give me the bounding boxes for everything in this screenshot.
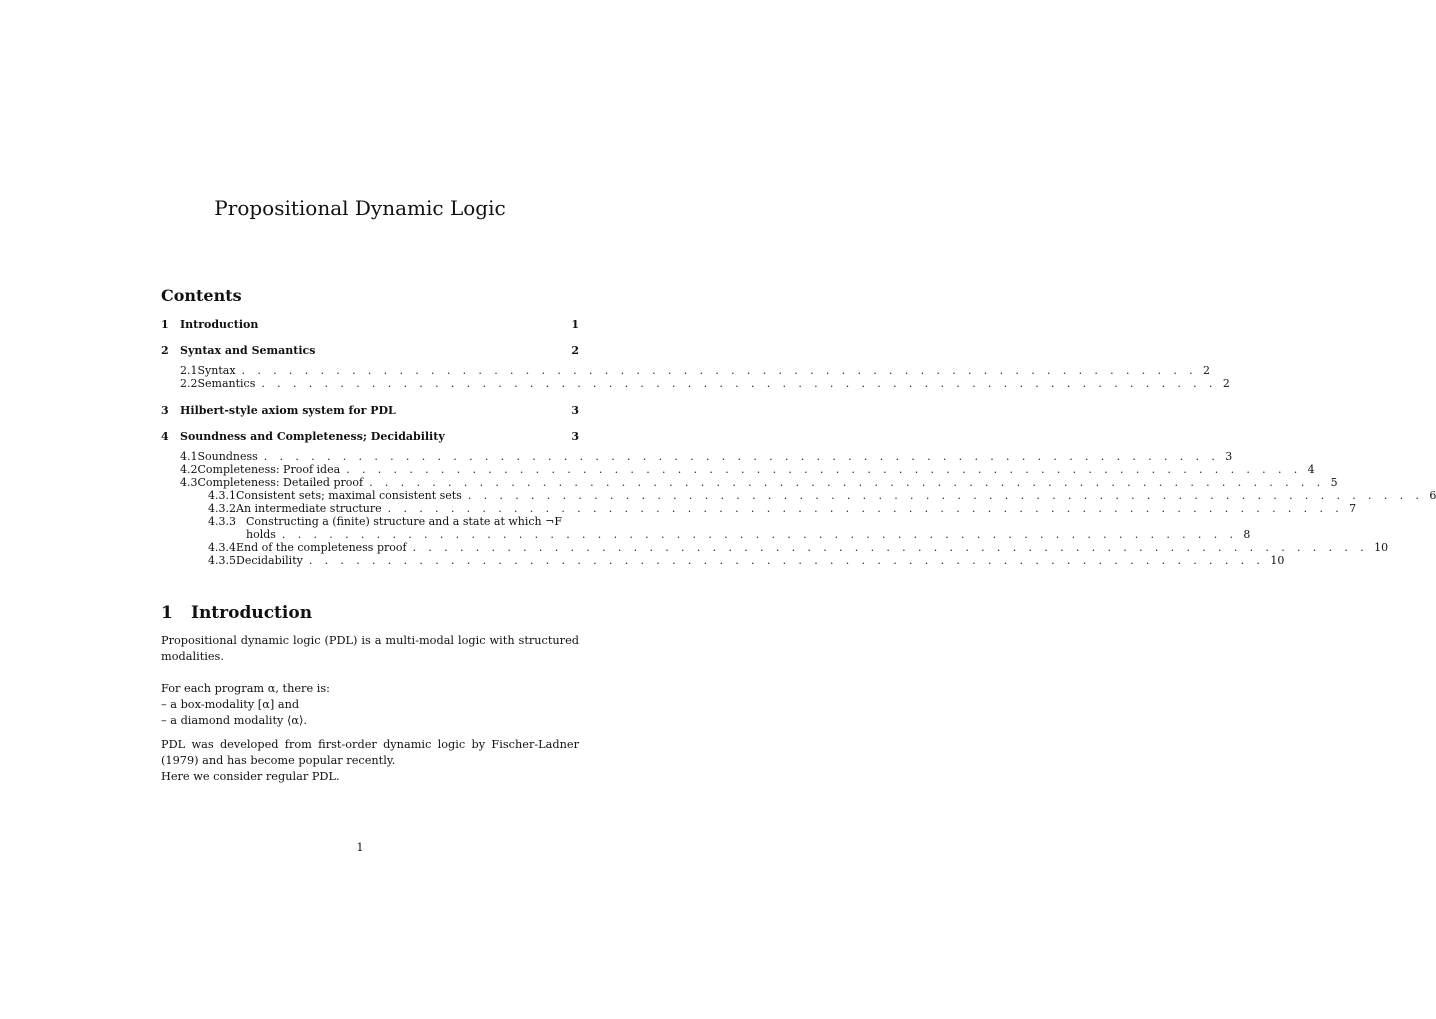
page-number: 1 [356,841,364,854]
toc-leader-dots: . . . . . . . . . . . . . . . . . . . . . . . . . . . . . . . . . . . . . . . . . . . . . . . . . . . . . . . . . . . . . [387,502,1344,515]
toc-page: 6 [1429,489,1436,502]
toc-title: Decidability [236,554,303,567]
toc-entry[interactable] [161,489,1436,502]
toc-number: 1 [161,318,169,331]
toc-leader-dots: . . . . . . . . . . . . . . . . . . . . . . . . . . . . . . . . . . . . . . . . . . . . . . . . . . . . . . . . . . . . . [263,450,1220,463]
toc-leader-dots: . . . . . . . . . . . . . . . . . . . . . . . . . . . . . . . . . . . . . . . . . . . . . . . . . . . . . . . . . . . . . [412,541,1369,554]
paragraph [161,737,579,785]
toc-title: Syntax [197,364,236,377]
paragraph-line: – a box-modality [α] and [161,698,300,711]
toc-entry[interactable] [161,338,579,364]
section-number: 1 [161,603,173,623]
table-of-contents [161,312,1436,567]
toc-entry[interactable] [161,450,1233,463]
toc-number: 2.2 [180,377,198,390]
toc-page: 5 [1330,476,1338,489]
toc-entry[interactable] [161,312,579,338]
toc-entry[interactable] [161,476,1338,489]
section-heading [161,603,312,623]
toc-page: 4 [1307,463,1315,476]
paragraph-line: – a diamond modality ⟨α⟩. [161,714,308,727]
toc-page: 7 [1349,502,1357,515]
toc-number: 4 [161,430,169,443]
toc-page: 10 [1374,541,1389,554]
paragraph: Propositional dynamic logic (PDL) is a multi-modal logic with structured modalities. [161,634,579,663]
toc-entry-continuation[interactable] [161,528,1251,541]
toc-title: End of the completeness proof [236,541,407,554]
toc-page: 1 [571,318,579,331]
toc-number: 4.3.1 [208,489,236,502]
toc-page: 10 [1270,554,1285,567]
toc-entry[interactable] [161,377,1230,390]
toc-page: 3 [571,430,579,443]
toc-title: Syntax and Semantics [180,344,316,357]
toc-title: An intermediate structure [236,502,382,515]
toc-title: holds [246,528,276,541]
toc-title: Soundness and Completeness; Decidability [180,430,445,443]
paragraph-line: For each program α, there is: [161,682,330,695]
toc-number: 4.3.3 [208,515,236,528]
toc-number: 3 [161,404,169,417]
toc-title: Soundness [197,450,258,463]
toc-title: Introduction [180,318,259,331]
toc-leader-dots: . . . . . . . . . . . . . . . . . . . . . . . . . . . . . . . . . . . . . . . . . . . . . . . . . . . . . . . . . . . . . [467,489,1424,502]
paragraph-line: PDL was developed from first-order dynamic logic by Fischer-Ladner (1979) and has become popular recently. [161,738,579,767]
document-title: Propositional Dynamic Logic [214,196,506,220]
toc-entry[interactable] [161,502,1357,515]
paragraph-line: Here we consider regular PDL. [161,770,340,783]
toc-page: 3 [571,404,579,417]
toc-entry[interactable] [161,463,1315,476]
toc-entry[interactable] [161,364,1211,377]
toc-title: Consistent sets; maximal consistent sets [236,489,462,502]
toc-number: 2 [161,344,169,357]
toc-entry[interactable] [161,541,1389,554]
toc-leader-dots: . . . . . . . . . . . . . . . . . . . . . . . . . . . . . . . . . . . . . . . . . . . . . . . . . . . . . . . . . . . . . [281,528,1238,541]
toc-page: 2 [571,344,579,357]
toc-number: 4.2 [180,463,198,476]
toc-number: 4.3.2 [208,502,236,515]
toc-number: 2.1 [180,364,198,377]
toc-title: Completeness: Proof idea [197,463,341,476]
toc-page: 8 [1243,528,1251,541]
toc-page: 2 [1222,377,1230,390]
toc-leader-dots: . . . . . . . . . . . . . . . . . . . . . . . . . . . . . . . . . . . . . . . . . . . . . . . . . . . . . . . . . . . . . [241,364,1198,377]
contents-heading: Contents [161,286,242,305]
toc-entry[interactable] [161,515,579,528]
toc-leader-dots: . . . . . . . . . . . . . . . . . . . . . . . . . . . . . . . . . . . . . . . . . . . . . . . . . . . . . . . . . . . . . [308,554,1265,567]
toc-entry[interactable] [161,398,579,424]
section-title: Introduction [191,603,313,623]
toc-number: 4.3.4 [208,541,236,554]
toc-number: 4.1 [180,450,198,463]
toc-entry[interactable] [161,424,579,450]
toc-leader-dots: . . . . . . . . . . . . . . . . . . . . . . . . . . . . . . . . . . . . . . . . . . . . . . . . . . . . . . . . . . . . . [346,463,1302,476]
toc-page: 3 [1225,450,1233,463]
toc-leader-dots: . . . . . . . . . . . . . . . . . . . . . . . . . . . . . . . . . . . . . . . . . . . . . . . . . . . . . . . . . . . . . [369,476,1325,489]
toc-title: Hilbert-style axiom system for PDL [180,404,396,417]
toc-leader-dots: . . . . . . . . . . . . . . . . . . . . . . . . . . . . . . . . . . . . . . . . . . . . . . . . . . . . . . . . . . . . . [261,377,1217,390]
toc-number: 4.3.5 [208,554,236,567]
toc-page: 2 [1203,364,1211,377]
toc-number: 4.3 [180,476,198,489]
paragraph [161,681,579,729]
toc-title: Semantics [197,377,256,390]
toc-title: Constructing a (finite) structure and a state at which ¬F [246,515,562,528]
toc-entry[interactable] [161,554,1285,567]
toc-title: Completeness: Detailed proof [197,476,364,489]
